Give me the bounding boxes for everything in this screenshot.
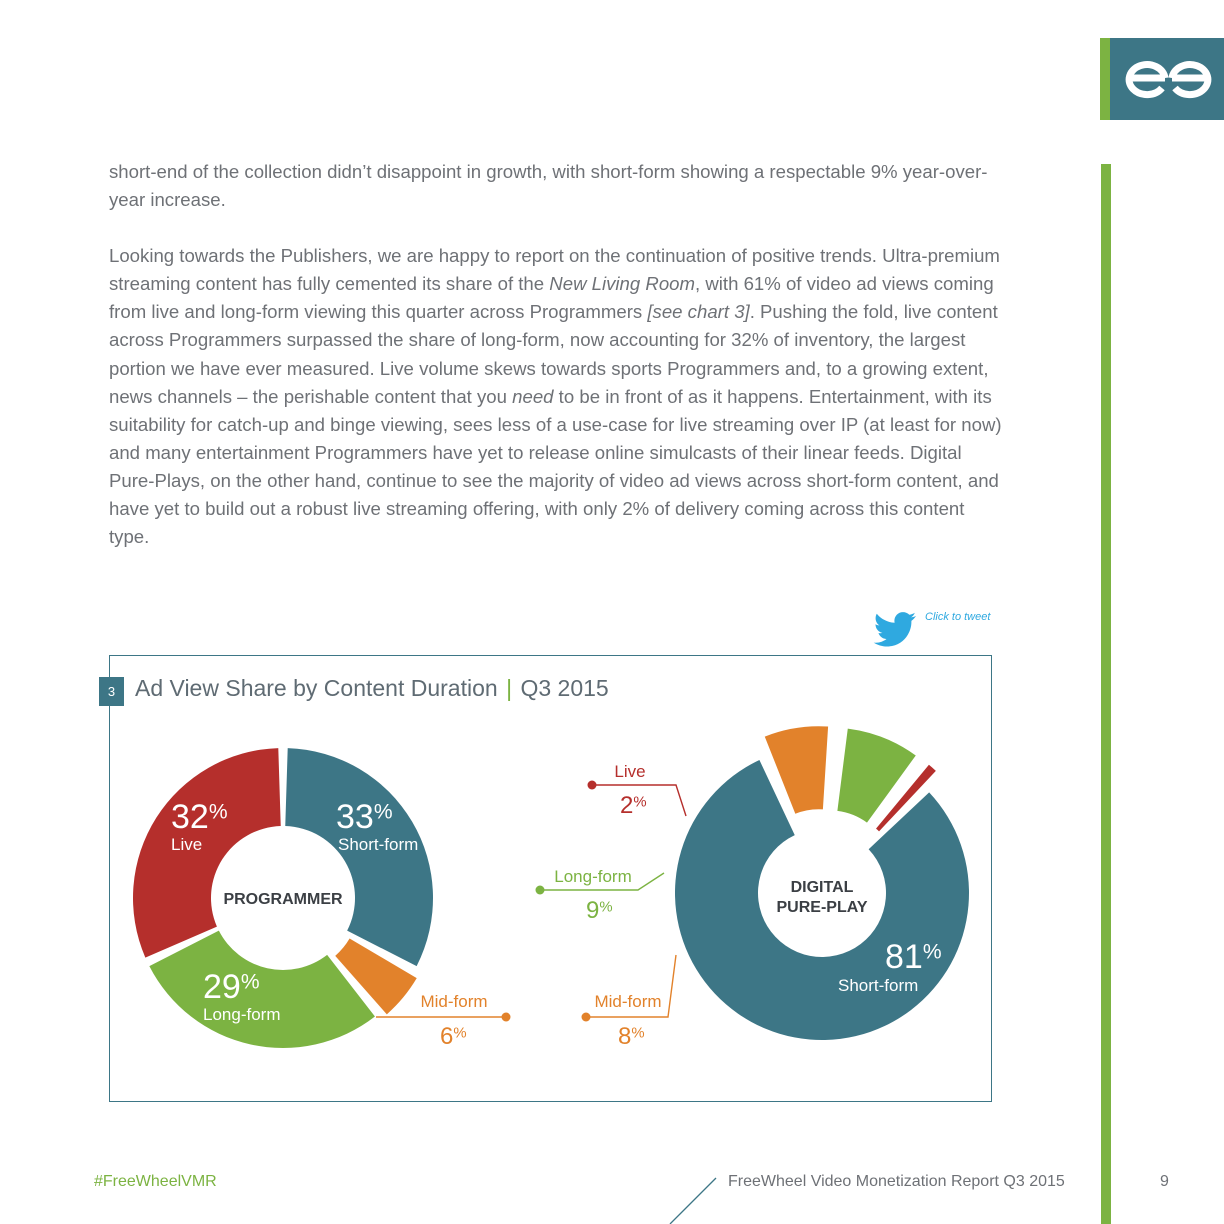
emphasis-new-living-room: New Living Room: [549, 273, 696, 295]
pureplay-label-short-form: Short-form: [838, 976, 919, 995]
paragraph-2-part-c: . Pushing the fold, live content across Programmers surpassed the share of long-form, now accounting for 32% of inventory, the largest portion we have ever measured. Live volume skews towards sports Programmers and, to a growing extent, news channels – the perishable content that you: [109, 301, 998, 407]
programmer-mid-form-dot: [502, 1013, 511, 1022]
emphasis-see-chart: [see chart 3]: [647, 301, 750, 323]
pureplay-slice-long-form: [837, 729, 915, 823]
paragraph-2-part-b: , with 61% of video ad views coming from live and long-form viewing this quarter across Programmers: [109, 273, 994, 323]
chart-title-text: Ad View Share by Content Duration: [135, 675, 498, 701]
page-number: 9: [1160, 1173, 1169, 1190]
pureplay-live-dot: [588, 781, 597, 790]
pureplay-mid-form-dot: [582, 1013, 591, 1022]
programmer-value-long-form: 29%: [203, 968, 260, 1006]
programmer-slice-long-form: [149, 931, 375, 1048]
chart-title-separator: |: [506, 675, 513, 701]
pureplay-value-short-form: 81%: [885, 938, 942, 976]
pureplay-value-long-form: 9%: [586, 897, 613, 924]
paragraph-2-part-a: Looking towards the Publishers, we are happy to report on the continuation of positive trends. Ultra-premium streaming content has fully cemented its share of the: [109, 245, 1000, 295]
programmer-value-short-form: 33%: [336, 798, 393, 836]
pureplay-value-mid-form: 8%: [618, 1023, 645, 1050]
programmer-label-mid-form: Mid-form: [420, 992, 488, 1011]
pureplay-label-mid-form: Mid-form: [594, 992, 662, 1011]
programmer-value-live: 32%: [171, 798, 228, 836]
click-to-tweet-label: Click to tweet: [925, 611, 991, 623]
pureplay-label-long-form: Long-form: [554, 867, 632, 886]
pureplay-value-live: 2%: [620, 792, 647, 819]
footer-hashtag[interactable]: #FreeWheelVMR: [94, 1173, 217, 1190]
pureplay-label-live: Live: [614, 762, 646, 781]
pureplay-center-label-line1: DIGITAL: [790, 879, 854, 896]
footer-report-title: FreeWheel Video Monetization Report Q3 2015: [728, 1173, 1065, 1190]
chart-number: 3: [99, 677, 124, 706]
paragraph-1: short-end of the collection didn’t disappoint in growth, with short-form showing a respectable 9% year-over-year increase.: [109, 161, 988, 211]
programmer-value-mid-form: 6%: [440, 1023, 467, 1050]
emphasis-need: need: [512, 385, 554, 407]
pureplay-center-label-line2: PURE-PLAY: [776, 899, 868, 916]
programmer-label-short-form: Short-form: [338, 835, 419, 854]
programmer-center-label: PROGRAMMER: [223, 891, 343, 908]
pureplay-long-form-dot: [536, 886, 545, 895]
chart-title-period: Q3 2015: [520, 675, 609, 701]
paragraph-2-part-d: to be in front of as it happens. Entertainment, with its suitability for catch-up and binge viewing, sees less of a use-case for live streaming over IP (at least for now) and many entertainment Programmers have yet to release online simulcasts of their linear feeds. Digital Pure-Plays, on the other hand, continue to see the majority of video ad views across short-form content, and have yet to build out a robust live streaming offering, with only 2% of delivery coming across this content type.: [109, 385, 1002, 548]
programmer-slice-short-form: [285, 748, 433, 966]
programmer-label-live: Live: [171, 835, 203, 854]
programmer-label-long-form: Long-form: [203, 1005, 281, 1024]
programmer-slice-live: [133, 748, 281, 957]
